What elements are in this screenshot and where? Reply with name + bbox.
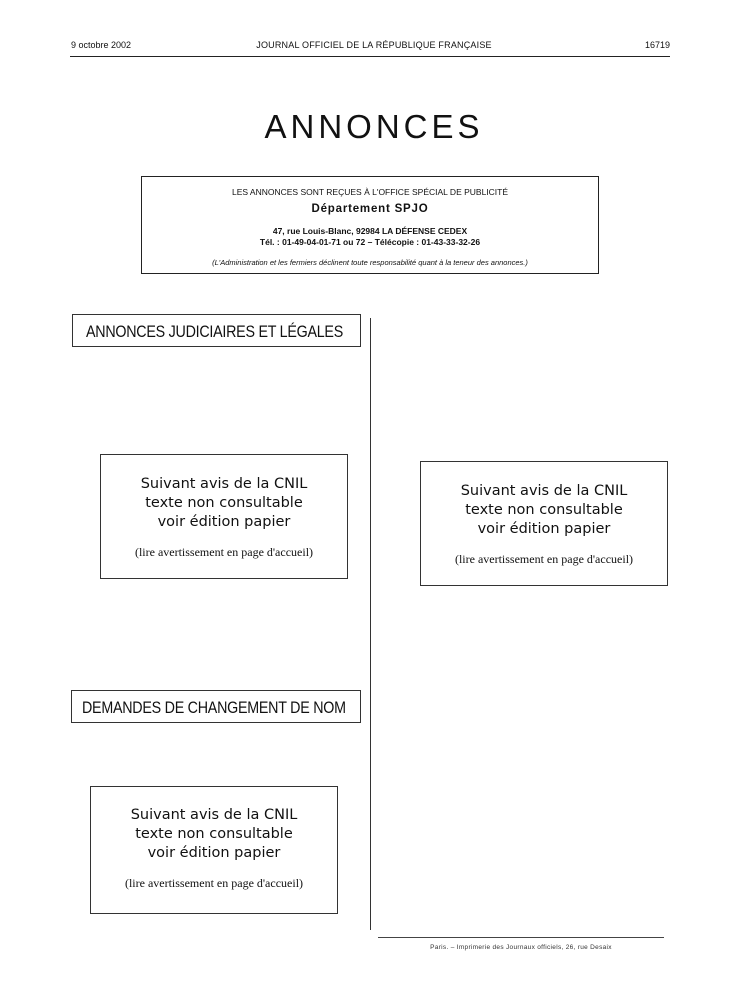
info-disclaimer: (L'Administration et les fermiers déclinent toute responsabilité quant à la teneur des annonces.): [212, 258, 528, 267]
header-page-number: 16719: [644, 40, 670, 50]
cnil-notice-box: [420, 461, 668, 586]
cnil-notice-line3: voir édition papier: [157, 514, 291, 530]
info-reception-line: LES ANNONCES SONT REÇUES À L'OFFICE SPÉCIAL DE PUBLICITÉ: [231, 187, 509, 197]
cnil-notice-note: (lire avertissement en page d'accueil): [134, 545, 314, 559]
header-divider: [70, 56, 670, 57]
cnil-notice-box: [90, 786, 338, 914]
cnil-notice-line1: Suivant avis de la CNIL: [460, 483, 628, 499]
footer-divider: [378, 937, 664, 938]
cnil-notice-line3: voir édition papier: [147, 845, 281, 861]
cnil-notice-line2: texte non consultable: [135, 826, 293, 842]
section-heading-changement-nom-label: DEMANDES DE CHANGEMENT DE NOM: [82, 698, 346, 717]
cnil-notice-line2: texte non consultable: [465, 502, 623, 518]
cnil-notice-box: [100, 454, 348, 579]
section-heading-judiciaires-label: ANNONCES JUDICIAIRES ET LÉGALES: [86, 322, 343, 341]
publicity-info-box: [141, 176, 599, 274]
header-journal-title: JOURNAL OFFICIEL DE LA RÉPUBLIQUE FRANÇAISE: [256, 40, 492, 50]
cnil-notice-line1: Suivant avis de la CNIL: [140, 476, 308, 492]
cnil-notice-note: (lire avertissement en page d'accueil): [454, 552, 634, 566]
info-phone: Tél. : 01-49-04-01-71 ou 72 – Télécopie : 01-43-33-32-26: [259, 237, 481, 247]
section-heading-changement-nom: [71, 690, 361, 723]
info-department: Département SPJO: [311, 203, 429, 215]
header-date: 9 octobre 2002: [71, 40, 132, 50]
cnil-notice-line3: voir édition papier: [477, 521, 611, 537]
cnil-notice-line2: texte non consultable: [145, 495, 303, 511]
page-title: ANNONCES: [264, 108, 484, 145]
column-divider: [370, 318, 371, 930]
info-address: 47, rue Louis-Blanc, 92984 LA DÉFENSE CEDEX: [272, 226, 468, 236]
cnil-notice-line1: Suivant avis de la CNIL: [130, 807, 298, 823]
section-heading-judiciaires: [72, 314, 361, 347]
cnil-notice-note: (lire avertissement en page d'accueil): [124, 876, 304, 890]
printer-imprint: Paris. – Imprimerie des Journaux officiels, 26, rue Desaix: [430, 944, 612, 951]
